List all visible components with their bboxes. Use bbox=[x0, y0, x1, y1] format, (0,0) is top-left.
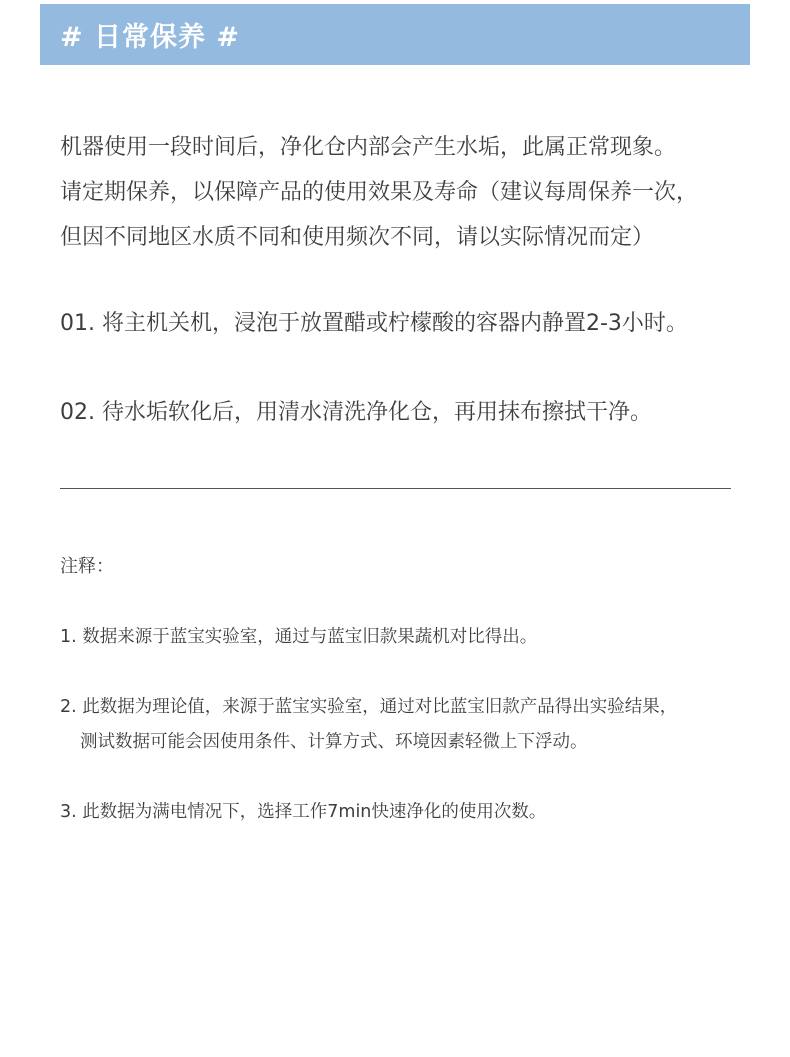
intro-paragraph bbox=[60, 125, 750, 260]
intro-line: 但因不同地区水质不同和使用频次不同，请以实际情况而定） bbox=[60, 225, 655, 250]
notes-heading: 注释： bbox=[60, 556, 114, 577]
note-item-2 bbox=[60, 690, 677, 760]
intro-line: 机器使用一段时间后，净化仓内部会产生水垢，此属正常现象。 bbox=[60, 135, 677, 160]
note-item-3 bbox=[60, 795, 546, 830]
maintenance-step-2: 02. 待水垢软化后，用清水清洗净化仓，再用抹布擦拭干净。 bbox=[60, 400, 652, 425]
note-item-1 bbox=[60, 620, 537, 655]
maintenance-step-1: 01. 将主机关机，浸泡于放置醋或柠檬酸的容器内静置2-3小时。 bbox=[60, 311, 688, 336]
section-header-banner bbox=[40, 4, 750, 65]
section-title: # 日常保养 # bbox=[60, 22, 241, 53]
note-line: 1. 数据来源于蓝宝实验室，通过与蓝宝旧款果蔬机对比得出。 bbox=[60, 627, 538, 647]
note-line: 2. 此数据为理论值，来源于蓝宝实验室，通过对比蓝宝旧款产品得出实验结果， bbox=[60, 697, 678, 717]
intro-line: 请定期保养，以保障产品的使用效果及寿命（建议每周保养一次， bbox=[60, 180, 699, 205]
note-line: 3. 此数据为满电情况下，选择工作7min快速净化的使用次数。 bbox=[60, 802, 547, 822]
section-divider bbox=[60, 488, 731, 489]
note-line: 测试数据可能会因使用条件、计算方式、环境因素轻微上下浮动。 bbox=[80, 732, 588, 752]
